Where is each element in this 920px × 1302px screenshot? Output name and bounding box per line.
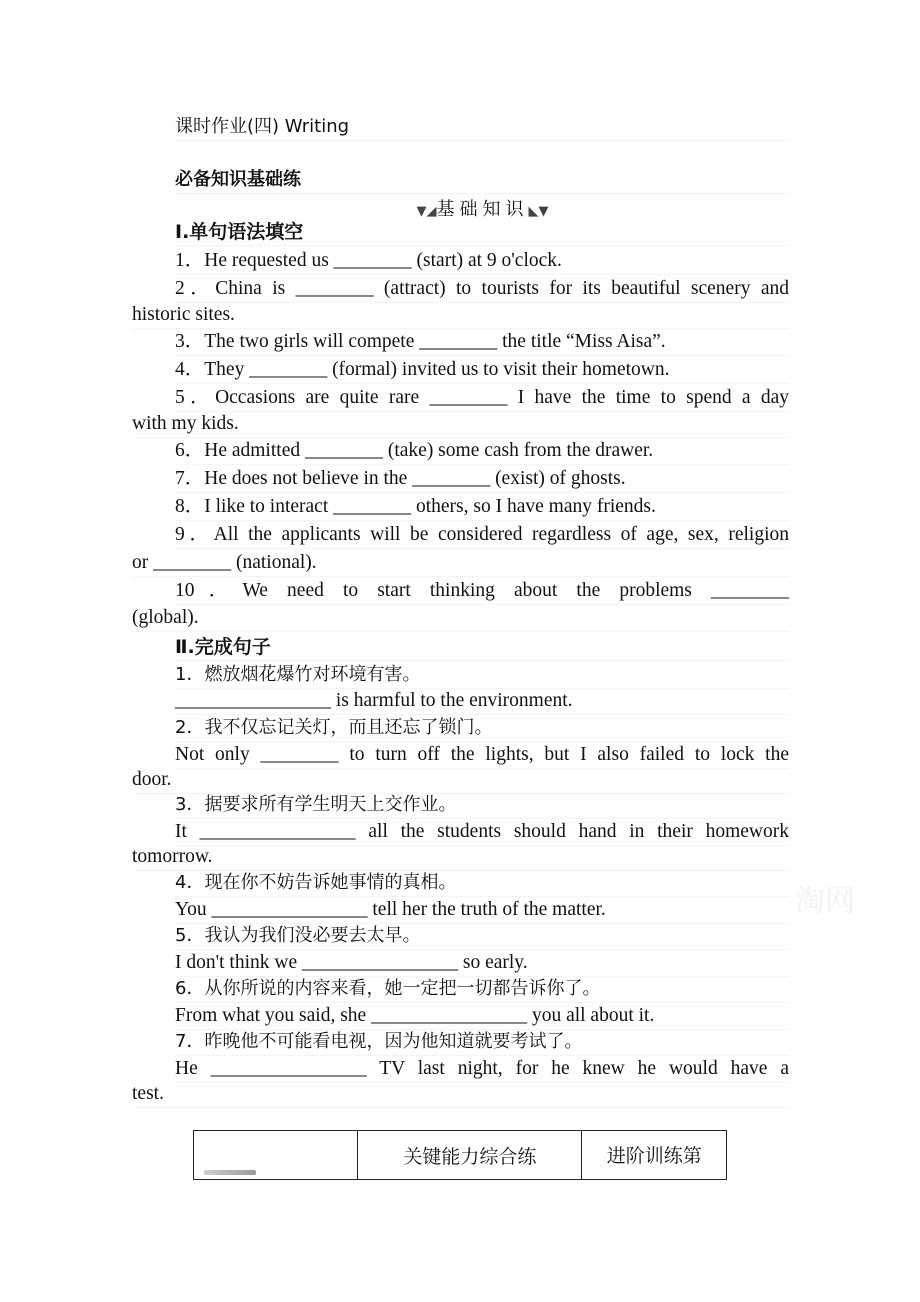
exercise-prompt-cn: 4．现在你不妨告诉她事情的真相。 [175,870,789,897]
exercise-prompt-cn: 5．我认为我们没必要去太早。 [175,923,789,950]
footer-right-cell: 进阶训练第 [582,1131,727,1180]
exercise-line: or ________ (national). [132,550,789,577]
exercise-line: He ________________ TV last night, for he knew he would have a [175,1056,789,1083]
exercise-line: 8．I like to interact ________ others, so I have many friends. [175,494,789,521]
exercise-line: 7．He does not believe in the ________ (exist) of ghosts. [175,466,789,493]
exercise-line: with my kids. [132,411,789,438]
exercise-prompt-cn: 3．据要求所有学生明天上交作业。 [175,792,789,819]
exercise-line: 5．Occasions are quite rare ________ I have the time to spend a day [175,385,789,412]
practice-title: 必备知识基础练 [175,167,789,194]
exercise-line: You ________________ tell her the truth of the matter. [175,897,789,924]
section1-heading: Ⅰ.单句语法填空 [175,219,789,246]
worksheet-title: 课时作业(四) Writing [175,114,789,141]
exercise-line: 3．The two girls will compete ________ the title “Miss Aisa”. [175,329,789,356]
exercise-line: door. [132,767,789,794]
exercise-prompt-cn: 2．我不仅忘记关灯，而且还忘了锁门。 [175,715,789,742]
exercise-line: Not only ________ to turn off the lights, but I also failed to lock the [175,742,789,769]
footer-table [193,1130,727,1180]
exercise-line: 10．We need to start thinking about the problems ________ [175,578,789,605]
exercise-line: historic sites. [132,302,789,329]
section2-heading: Ⅱ.完成句子 [175,634,789,661]
exercise-line: 6．He admitted ________ (take) some cash from the drawer. [175,438,789,465]
exercise-line: tomorrow. [132,844,789,871]
watermark: 淘网 [795,884,855,919]
exercise-line: (global). [132,605,789,632]
exercise-line: 2．China is ________ (attract) to tourists for its beautiful scenery and [175,276,789,303]
exercise-line: It ________________ all the students should hand in their homework [175,819,789,846]
exercise-line: I don't think we ________________ so early. [175,950,789,977]
section-banner [405,195,560,221]
progress-bar-decoration [204,1170,256,1175]
exercise-line: 1．He requested us ________ (start) at 9 o'clock. [175,248,789,275]
banner-label: 基础知识 [436,199,529,220]
exercise-line: test. [132,1081,789,1108]
exercise-line: 9．All the applicants will be considered regardless of age, sex, religion [175,522,789,549]
exercise-prompt-cn: 7．昨晚他不可能看电视，因为他知道就要考试了。 [175,1029,789,1056]
exercise-line: 4．They ________ (formal) invited us to visit their hometown. [175,357,789,384]
exercise-prompt-cn: 1．燃放烟花爆竹对环境有害。 [175,662,789,689]
triangle-right-icon: ◣▼ [528,204,549,219]
triangle-left-icon: ▼◢ [416,204,437,219]
footer-center-cell: 关键能力综合练 [358,1131,582,1180]
exercise-line: From what you said, she ________________ you all about it. [175,1003,789,1030]
exercise-prompt-cn: 6．从你所说的内容来看，她一定把一切都告诉你了。 [175,976,789,1003]
exercise-line: ________________ is harmful to the environment. [175,688,789,715]
